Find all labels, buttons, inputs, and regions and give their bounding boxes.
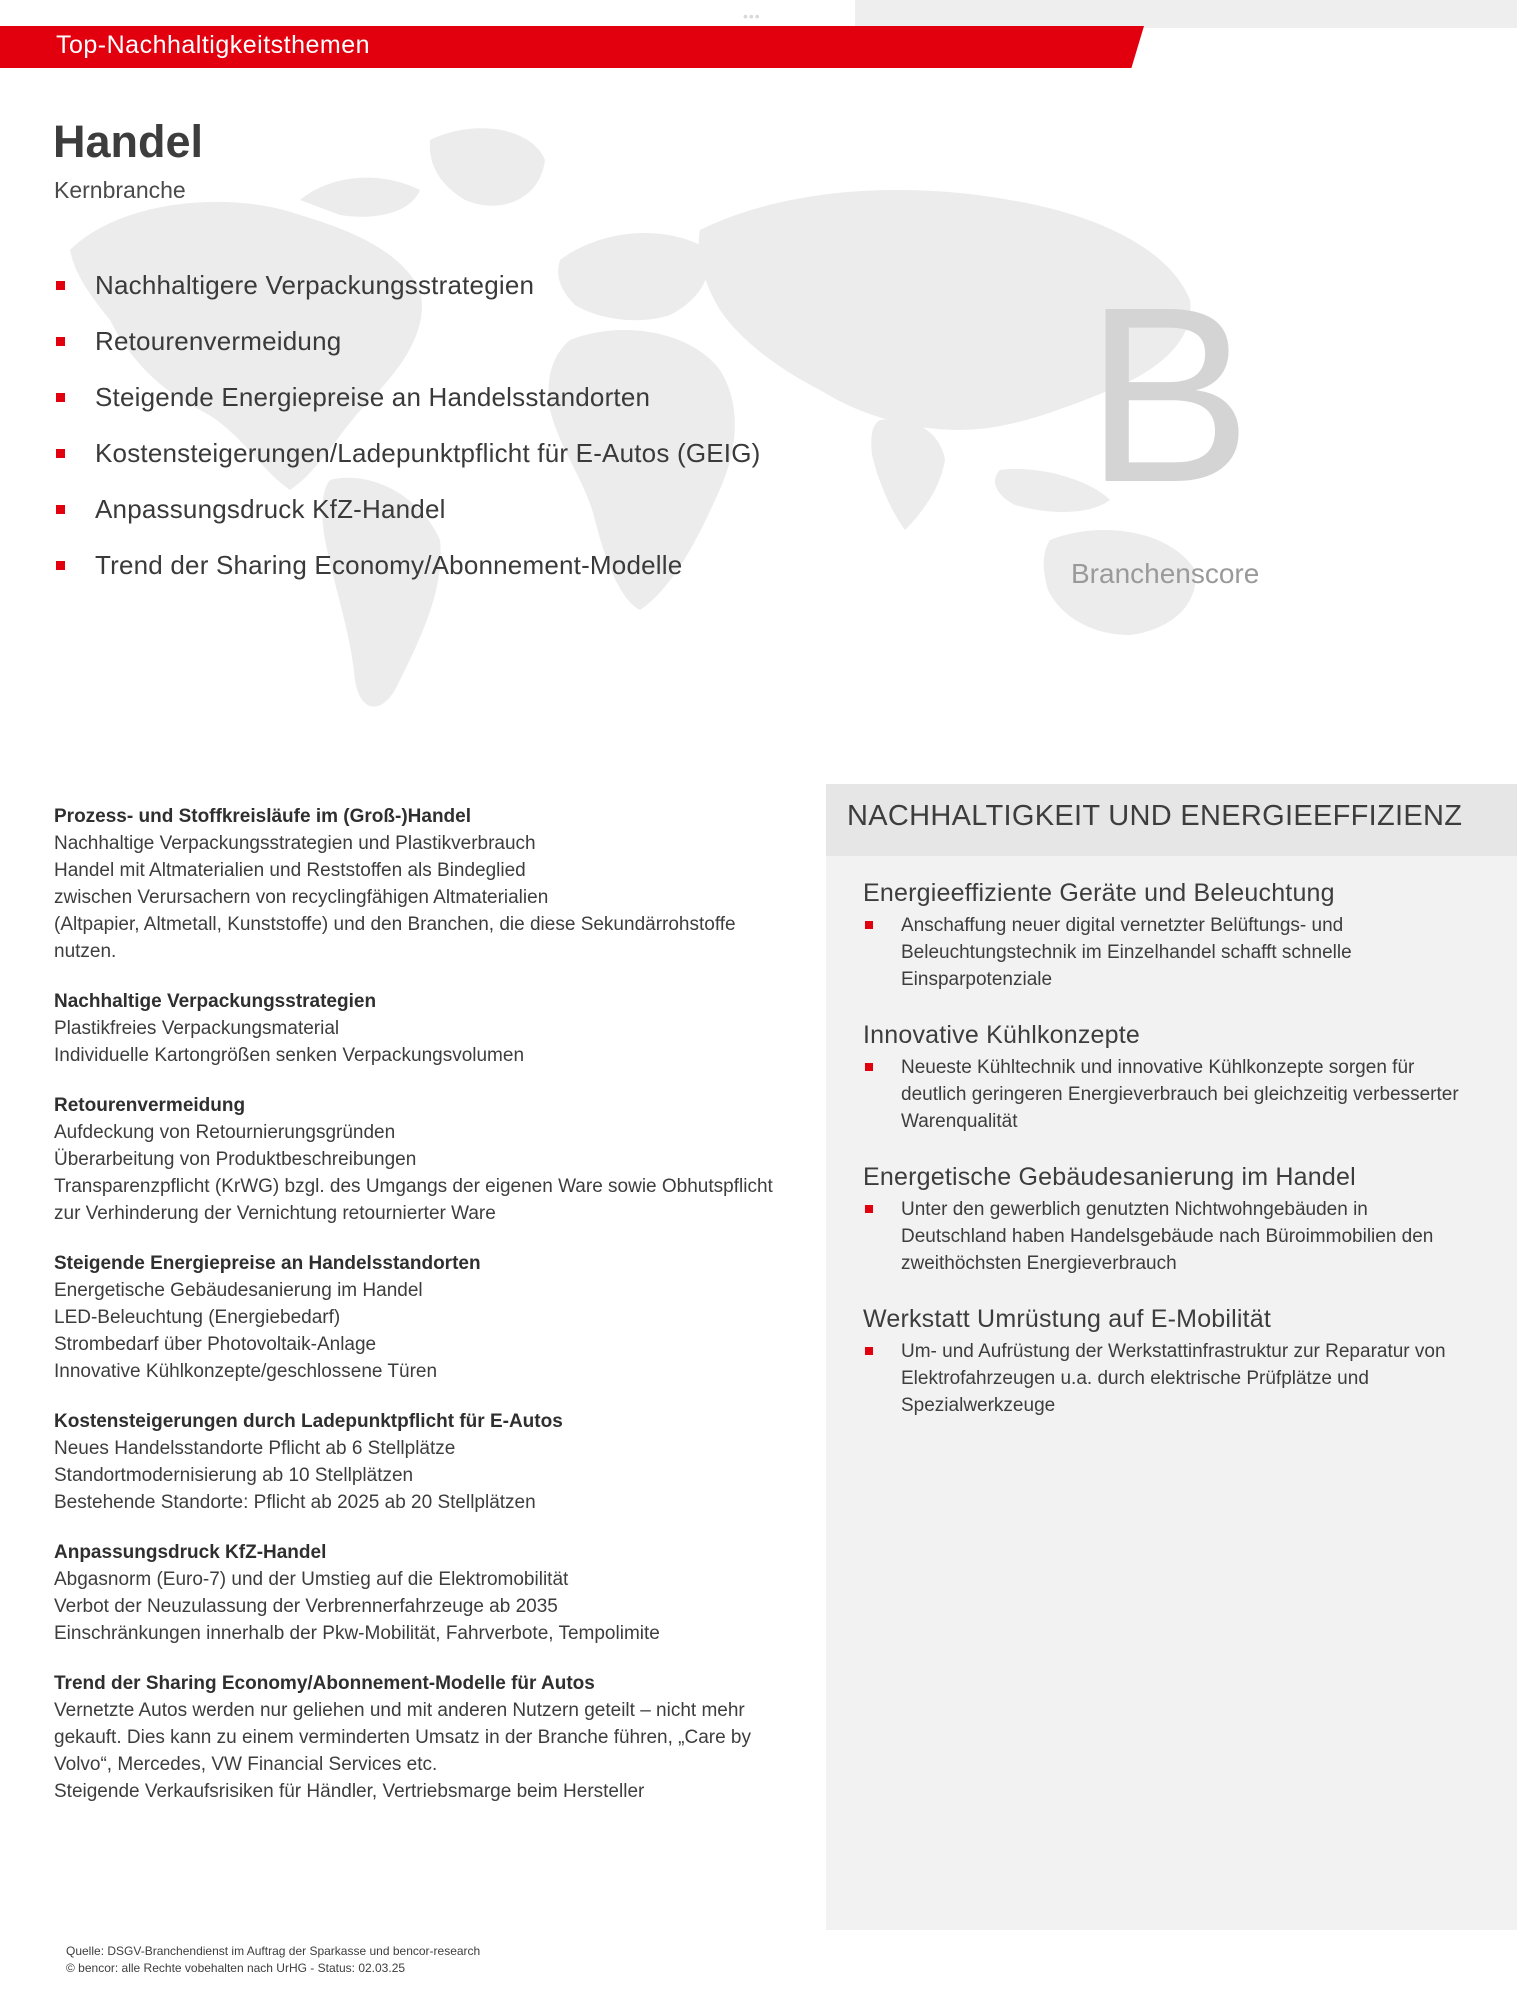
bullet-square-icon <box>56 337 65 346</box>
detail-line: Überarbeitung von Produktbeschreibungen <box>54 1149 417 1170</box>
top-topic-label: Retourenvermeidung <box>95 326 342 356</box>
bullet-square-icon <box>56 505 65 514</box>
detail-section <box>54 803 824 965</box>
detail-line: Bestehende Standorte: Pflicht ab 2025 ab 20 Stellplätzen <box>54 1492 536 1513</box>
page-title: Handel <box>53 116 204 167</box>
top-topic-label: Trend der Sharing Economy/Abonnement-Modelle <box>95 550 683 580</box>
panel-topic <box>863 1160 1503 1277</box>
detail-section-title: Prozess- und Stoffkreisläufe im (Groß-)Handel <box>54 806 471 827</box>
detail-section-title: Steigende Energiepreise an Handelsstandorten <box>54 1253 481 1274</box>
panel-topic-line: Deutschland haben Handelsgebäude nach Büroimmobilien den <box>901 1226 1434 1247</box>
detail-section <box>54 1092 824 1227</box>
panel-topic-title: Energieeffiziente Geräte und Beleuchtung <box>863 879 1335 907</box>
detail-section-title: Trend der Sharing Economy/Abonnement-Modelle für Autos <box>54 1673 595 1694</box>
header-title: Top-Nachhaltigkeitsthemen <box>56 31 371 59</box>
panel-topic-item <box>863 1196 1503 1277</box>
top-topic-item <box>54 491 761 547</box>
panel-topic <box>863 1018 1503 1135</box>
detail-line: Transparenzpflicht (KrWG) bzgl. des Umgangs der eigenen Ware sowie Obhutspflicht <box>54 1176 773 1197</box>
detail-line: gekauft. Dies kann zu einem verminderten Umsatz in der Branche führen, „Care by <box>54 1727 751 1748</box>
detail-line: Neues Handelsstandorte Pflicht ab 6 Stellplätze <box>54 1438 456 1459</box>
bullet-square-icon <box>56 281 65 290</box>
bullet-square-icon <box>865 1347 873 1355</box>
detail-line: Verbot der Neuzulassung der Verbrennerfahrzeuge ab 2035 <box>54 1596 558 1617</box>
detail-section-title: Retourenvermeidung <box>54 1095 246 1116</box>
panel-topic-line: Spezialwerkzeuge <box>901 1395 1056 1416</box>
detail-line: nutzen. <box>54 941 117 962</box>
footer-source: Quelle: DSGV-Branchendienst im Auftrag der Sparkasse und bencor-research <box>66 1944 481 1958</box>
panel-topic-line: Einsparpotenziale <box>901 969 1053 990</box>
panel-header <box>826 784 1517 856</box>
top-topic-item <box>54 267 761 323</box>
detail-section-title: Nachhaltige Verpackungsstrategien <box>54 991 377 1012</box>
detail-line: Energetische Gebäudesanierung im Handel <box>54 1280 423 1301</box>
bullet-square-icon <box>865 1205 873 1213</box>
page-subtitle: Kernbranche <box>54 177 186 203</box>
detail-section <box>54 988 824 1069</box>
detail-line: LED-Beleuchtung (Energiebedarf) <box>54 1307 341 1328</box>
panel-topic-title: Energetische Gebäudesanierung im Handel <box>863 1163 1356 1191</box>
detail-line: Individuelle Kartongrößen senken Verpackungsvolumen <box>54 1045 525 1066</box>
detail-section <box>54 1408 824 1516</box>
bullet-square-icon <box>865 921 873 929</box>
panel-topic-line: Beleuchtungstechnik im Einzelhandel schafft schnelle <box>901 942 1352 963</box>
detail-line: Aufdeckung von Retournierungsgründen <box>54 1122 396 1143</box>
panel-topic-line: Anschaffung neuer digital vernetzter Belüftungs- und <box>901 915 1344 936</box>
panel-topic-line: Um- und Aufrüstung der Werkstattinfrastruktur zur Reparatur von <box>901 1341 1446 1362</box>
bullet-square-icon <box>56 561 65 570</box>
top-gray-strip <box>855 0 1517 28</box>
panel-topic <box>863 1302 1503 1419</box>
top-topic-item <box>54 435 761 491</box>
panel-topic <box>863 876 1503 993</box>
detail-line: Vernetzte Autos werden nur geliehen und mit anderen Nutzern geteilt – nicht mehr <box>54 1700 745 1721</box>
detail-section-title: Kostensteigerungen durch Ladepunktpflicht für E-Autos <box>54 1411 563 1432</box>
top-topic-label: Kostensteigerungen/Ladepunktpflicht für E-Autos (GEIG) <box>95 438 761 468</box>
detail-section-title: Anpassungsdruck KfZ-Handel <box>54 1542 327 1563</box>
detail-line: (Altpapier, Altmetall, Kunststoffe) und den Branchen, die diese Sekundärrohstoffe <box>54 914 736 935</box>
top-topic-item <box>54 379 761 435</box>
panel-topic-title: Innovative Kühlkonzepte <box>863 1021 1141 1049</box>
branch-score-label: Branchenscore <box>1071 558 1260 589</box>
panel-topic-line: Neueste Kühltechnik und innovative Kühlkonzepte sorgen für <box>901 1057 1415 1078</box>
detail-section <box>54 1670 824 1805</box>
footer-copyright: © bencor: alle Rechte vobehalten nach UrHG - Status: 02.03.25 <box>66 1961 406 1975</box>
panel-topic-line: zweithöchsten Energieverbrauch <box>901 1253 1177 1274</box>
detail-line: Handel mit Altmaterialien und Reststoffen als Bindeglied <box>54 860 526 881</box>
detail-line: Innovative Kühlkonzepte/geschlossene Türen <box>54 1361 438 1382</box>
decorative-dots: ••• <box>743 8 761 24</box>
panel-topic-line: deutlich geringeren Energieverbrauch bei gleichzeitig verbesserter <box>901 1084 1459 1105</box>
detail-line: Volvo“, Mercedes, VW Financial Services etc. <box>54 1754 438 1775</box>
detail-column <box>54 803 824 1828</box>
panel-topic-item <box>863 1338 1503 1419</box>
detail-line: Abgasnorm (Euro-7) und der Umstieg auf die Elektromobilität <box>54 1569 569 1590</box>
panel-topic-item <box>863 912 1503 993</box>
detail-line: Plastikfreies Verpackungsmaterial <box>54 1018 340 1039</box>
detail-line: zwischen Verursachern von recyclingfähigen Altmaterialien <box>54 887 549 908</box>
detail-line: Standortmodernisierung ab 10 Stellplätzen <box>54 1465 414 1486</box>
detail-line: Nachhaltige Verpackungsstrategien und Plastikverbrauch <box>54 833 536 854</box>
detail-section <box>54 1250 824 1385</box>
panel-topic-item <box>863 1054 1503 1135</box>
detail-line: Steigende Verkaufsrisiken für Händler, Vertriebsmarge beim Hersteller <box>54 1781 645 1802</box>
detail-line: Einschränkungen innerhalb der Pkw-Mobilität, Fahrverbote, Tempolimite <box>54 1623 660 1644</box>
detail-section <box>54 1539 824 1647</box>
panel-heading: NACHHALTIGKEIT UND ENERGIEEFFIZIENZ <box>847 800 1463 832</box>
branch-score-letter: B <box>1085 255 1252 534</box>
detail-line: zur Verhinderung der Vernichtung retournierter Ware <box>54 1203 496 1224</box>
bullet-square-icon <box>865 1063 873 1071</box>
panel-topic-line: Elektrofahrzeugen u.a. durch elektrische Prüfplätze und <box>901 1368 1369 1389</box>
top-topic-item <box>54 323 761 379</box>
bullet-square-icon <box>56 449 65 458</box>
top-topic-label: Anpassungsdruck KfZ-Handel <box>95 494 446 524</box>
top-topic-label: Steigende Energiepreise an Handelsstandorten <box>95 382 651 412</box>
bullet-square-icon <box>56 393 65 402</box>
top-topics-list <box>54 267 761 603</box>
top-topic-item <box>54 547 761 603</box>
top-topic-label: Nachhaltigere Verpackungsstrategien <box>95 270 535 300</box>
panel-topic-line: Unter den gewerblich genutzten Nichtwohngebäuden in <box>901 1199 1368 1220</box>
panel-topic-line: Warenqualität <box>901 1111 1018 1132</box>
footer <box>66 1943 480 1977</box>
panel-topic-title: Werkstatt Umrüstung auf E-Mobilität <box>863 1305 1272 1333</box>
detail-line: Strombedarf über Photovoltaik-Anlage <box>54 1334 377 1355</box>
energy-efficiency-panel <box>826 784 1517 1930</box>
